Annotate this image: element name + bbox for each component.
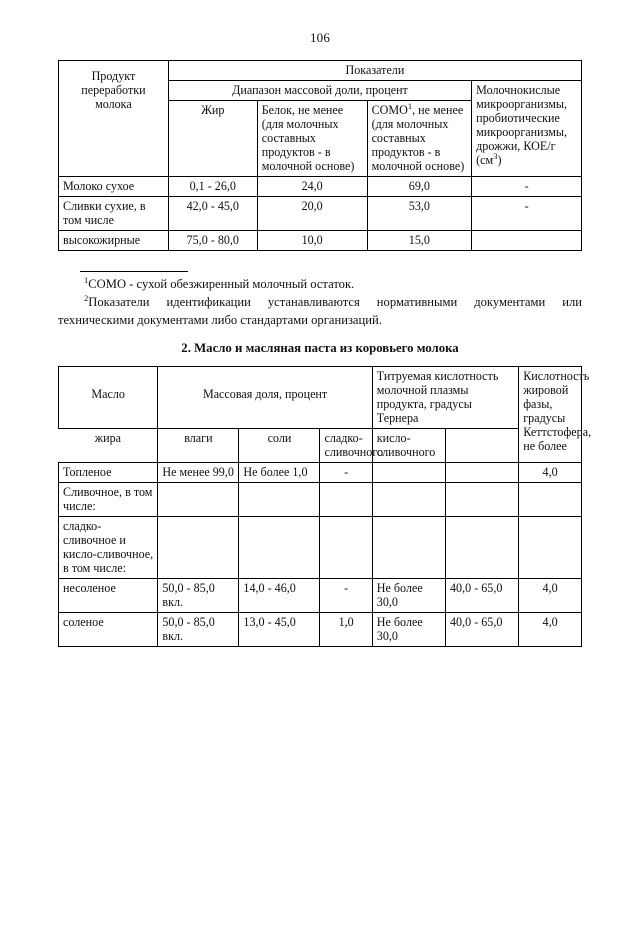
table-row — [59, 517, 582, 579]
cell-sour — [446, 483, 519, 517]
cell-sour: 40,0 - 65,0 — [446, 579, 519, 613]
footnote-2-marker: 2 — [84, 292, 89, 303]
th-protein: Белок, не менее (для молочных составных продуктов - в молочной основе) — [257, 101, 367, 177]
th-fat-share: жира — [94, 430, 122, 445]
cell-fat — [158, 517, 239, 579]
cell-fat: 75,0 - 80,0 — [168, 231, 257, 251]
cell-sour: 40,0 - 65,0 — [446, 613, 519, 647]
th-sour-cream: кисло-сливочного — [372, 428, 445, 462]
section-title: 2. Масло и масляная паста из коровьего молока — [181, 340, 459, 355]
cell-acid — [519, 483, 582, 517]
th-fat-phase-acidity: Кислотность жировой фазы, градусы Кеттстофера, не более — [519, 366, 582, 462]
cell-oil-name: соленое — [59, 613, 158, 647]
th-product: Продукт переработки молока — [59, 61, 169, 177]
cell-fat: 42,0 - 45,0 — [168, 197, 257, 231]
cell-lactic: - — [472, 177, 582, 197]
footnotes — [58, 271, 582, 329]
th-mass-share: Массовая доля, процент — [158, 366, 372, 428]
cell-moisture — [239, 483, 320, 517]
th-moisture-share: влаги — [158, 428, 239, 462]
cell-product-name: высокожирные — [59, 231, 169, 251]
th-lactic-end: ) — [497, 153, 502, 168]
cell-salt: - — [320, 463, 372, 483]
th-fat: Жир — [168, 101, 257, 177]
table-row — [59, 428, 582, 462]
table-row — [59, 61, 582, 81]
table-row — [59, 483, 582, 517]
cell-oil-name: сладко-сливочное и кисло-сливочное, в том числе: — [59, 517, 158, 579]
footnote-1-marker: 1 — [84, 274, 89, 285]
th-somo-sup: 1 — [407, 101, 413, 111]
cell-lactic: - — [472, 197, 582, 231]
cell-somo: 15,0 — [367, 231, 472, 251]
th-somo — [367, 101, 472, 177]
cell-fat: 0,1 - 26,0 — [168, 177, 257, 197]
cell-fat — [158, 483, 239, 517]
page-number: 106 — [309, 30, 331, 45]
table-dairy-products — [58, 60, 582, 251]
cell-moisture: 14,0 - 46,0 — [239, 579, 320, 613]
document-page — [0, 30, 640, 935]
cell-salt: 1,0 — [320, 613, 372, 647]
cell-oil-name: несоленое — [59, 579, 158, 613]
cell-sweet — [372, 517, 445, 579]
cell-moisture: 13,0 - 45,0 — [239, 613, 320, 647]
footnote-2-text: Показатели идентификации устанавливаются нормативными документами или техническими документами либо стандартами организаций. — [58, 295, 582, 327]
cell-sweet: Не более 30,0 — [372, 579, 445, 613]
cell-oil-name: Топленое — [59, 463, 158, 483]
th-titratable-acidity: Титруемая кислотность молочной плазмы продукта, градусы Тернера — [372, 366, 518, 428]
cell-protein: 24,0 — [257, 177, 367, 197]
th-sweet-cream: сладко-сливочного — [320, 428, 372, 462]
footnote-1 — [58, 276, 582, 293]
cell-sour — [446, 463, 519, 483]
cell-somo: 53,0 — [367, 197, 472, 231]
th-lactic-sup: 3 — [493, 151, 498, 162]
cell-salt — [320, 517, 372, 579]
table-row — [59, 613, 582, 647]
footnote-1-text: СОМО - сухой обезжиренный молочный остаток. — [88, 277, 355, 292]
th-somo-rest: , не менее (для молочных составных продуктов - в молочной основе) — [371, 103, 465, 174]
cell-fat: Не менее 99,0 — [158, 463, 239, 483]
cell-somo: 69,0 — [367, 177, 472, 197]
th-lactic — [472, 81, 582, 177]
table-row — [59, 579, 582, 613]
table-row — [59, 366, 582, 428]
table-row — [59, 231, 582, 251]
th-somo-text: СОМО — [371, 103, 408, 118]
cell-protein: 20,0 — [257, 197, 367, 231]
cell-acid: 4,0 — [519, 613, 582, 647]
table-row — [59, 177, 582, 197]
cell-sour — [446, 517, 519, 579]
cell-acid — [519, 517, 582, 579]
table-row — [59, 463, 582, 483]
table-butter-products — [58, 366, 592, 647]
cell-sweet — [372, 483, 445, 517]
cell-salt — [320, 483, 372, 517]
cell-product-name: Молоко сухое — [59, 177, 169, 197]
th-indicators: Показатели — [168, 61, 581, 81]
th-oil: Масло — [59, 366, 158, 428]
cell-acid: 4,0 — [519, 463, 582, 483]
table-row — [59, 197, 582, 231]
cell-protein: 10,0 — [257, 231, 367, 251]
th-salt-share: соли — [239, 428, 320, 462]
cell-fat: 50,0 - 85,0 вкл. — [158, 613, 239, 647]
cell-moisture — [239, 517, 320, 579]
cell-lactic — [472, 231, 582, 251]
cell-moisture: Не более 1,0 — [239, 463, 320, 483]
cell-oil-name: Сливочное, в том числе: — [59, 483, 158, 517]
cell-salt: - — [320, 579, 372, 613]
cell-acid: 4,0 — [519, 579, 582, 613]
th-range: Диапазон массовой доли, процент — [168, 81, 471, 101]
cell-fat: 50,0 - 85,0 вкл. — [158, 579, 239, 613]
th-lactic-text: Молочнокислые микроорганизмы, пробиотические микроорганизмы, дрожжи, КОЕ/г (см — [476, 83, 568, 168]
cell-sweet — [372, 463, 445, 483]
cell-sweet: Не более 30,0 — [372, 613, 445, 647]
cell-product-name: Сливки сухие, в том числе — [59, 197, 169, 231]
footnote-divider — [80, 271, 188, 272]
footnote-2 — [58, 294, 582, 329]
